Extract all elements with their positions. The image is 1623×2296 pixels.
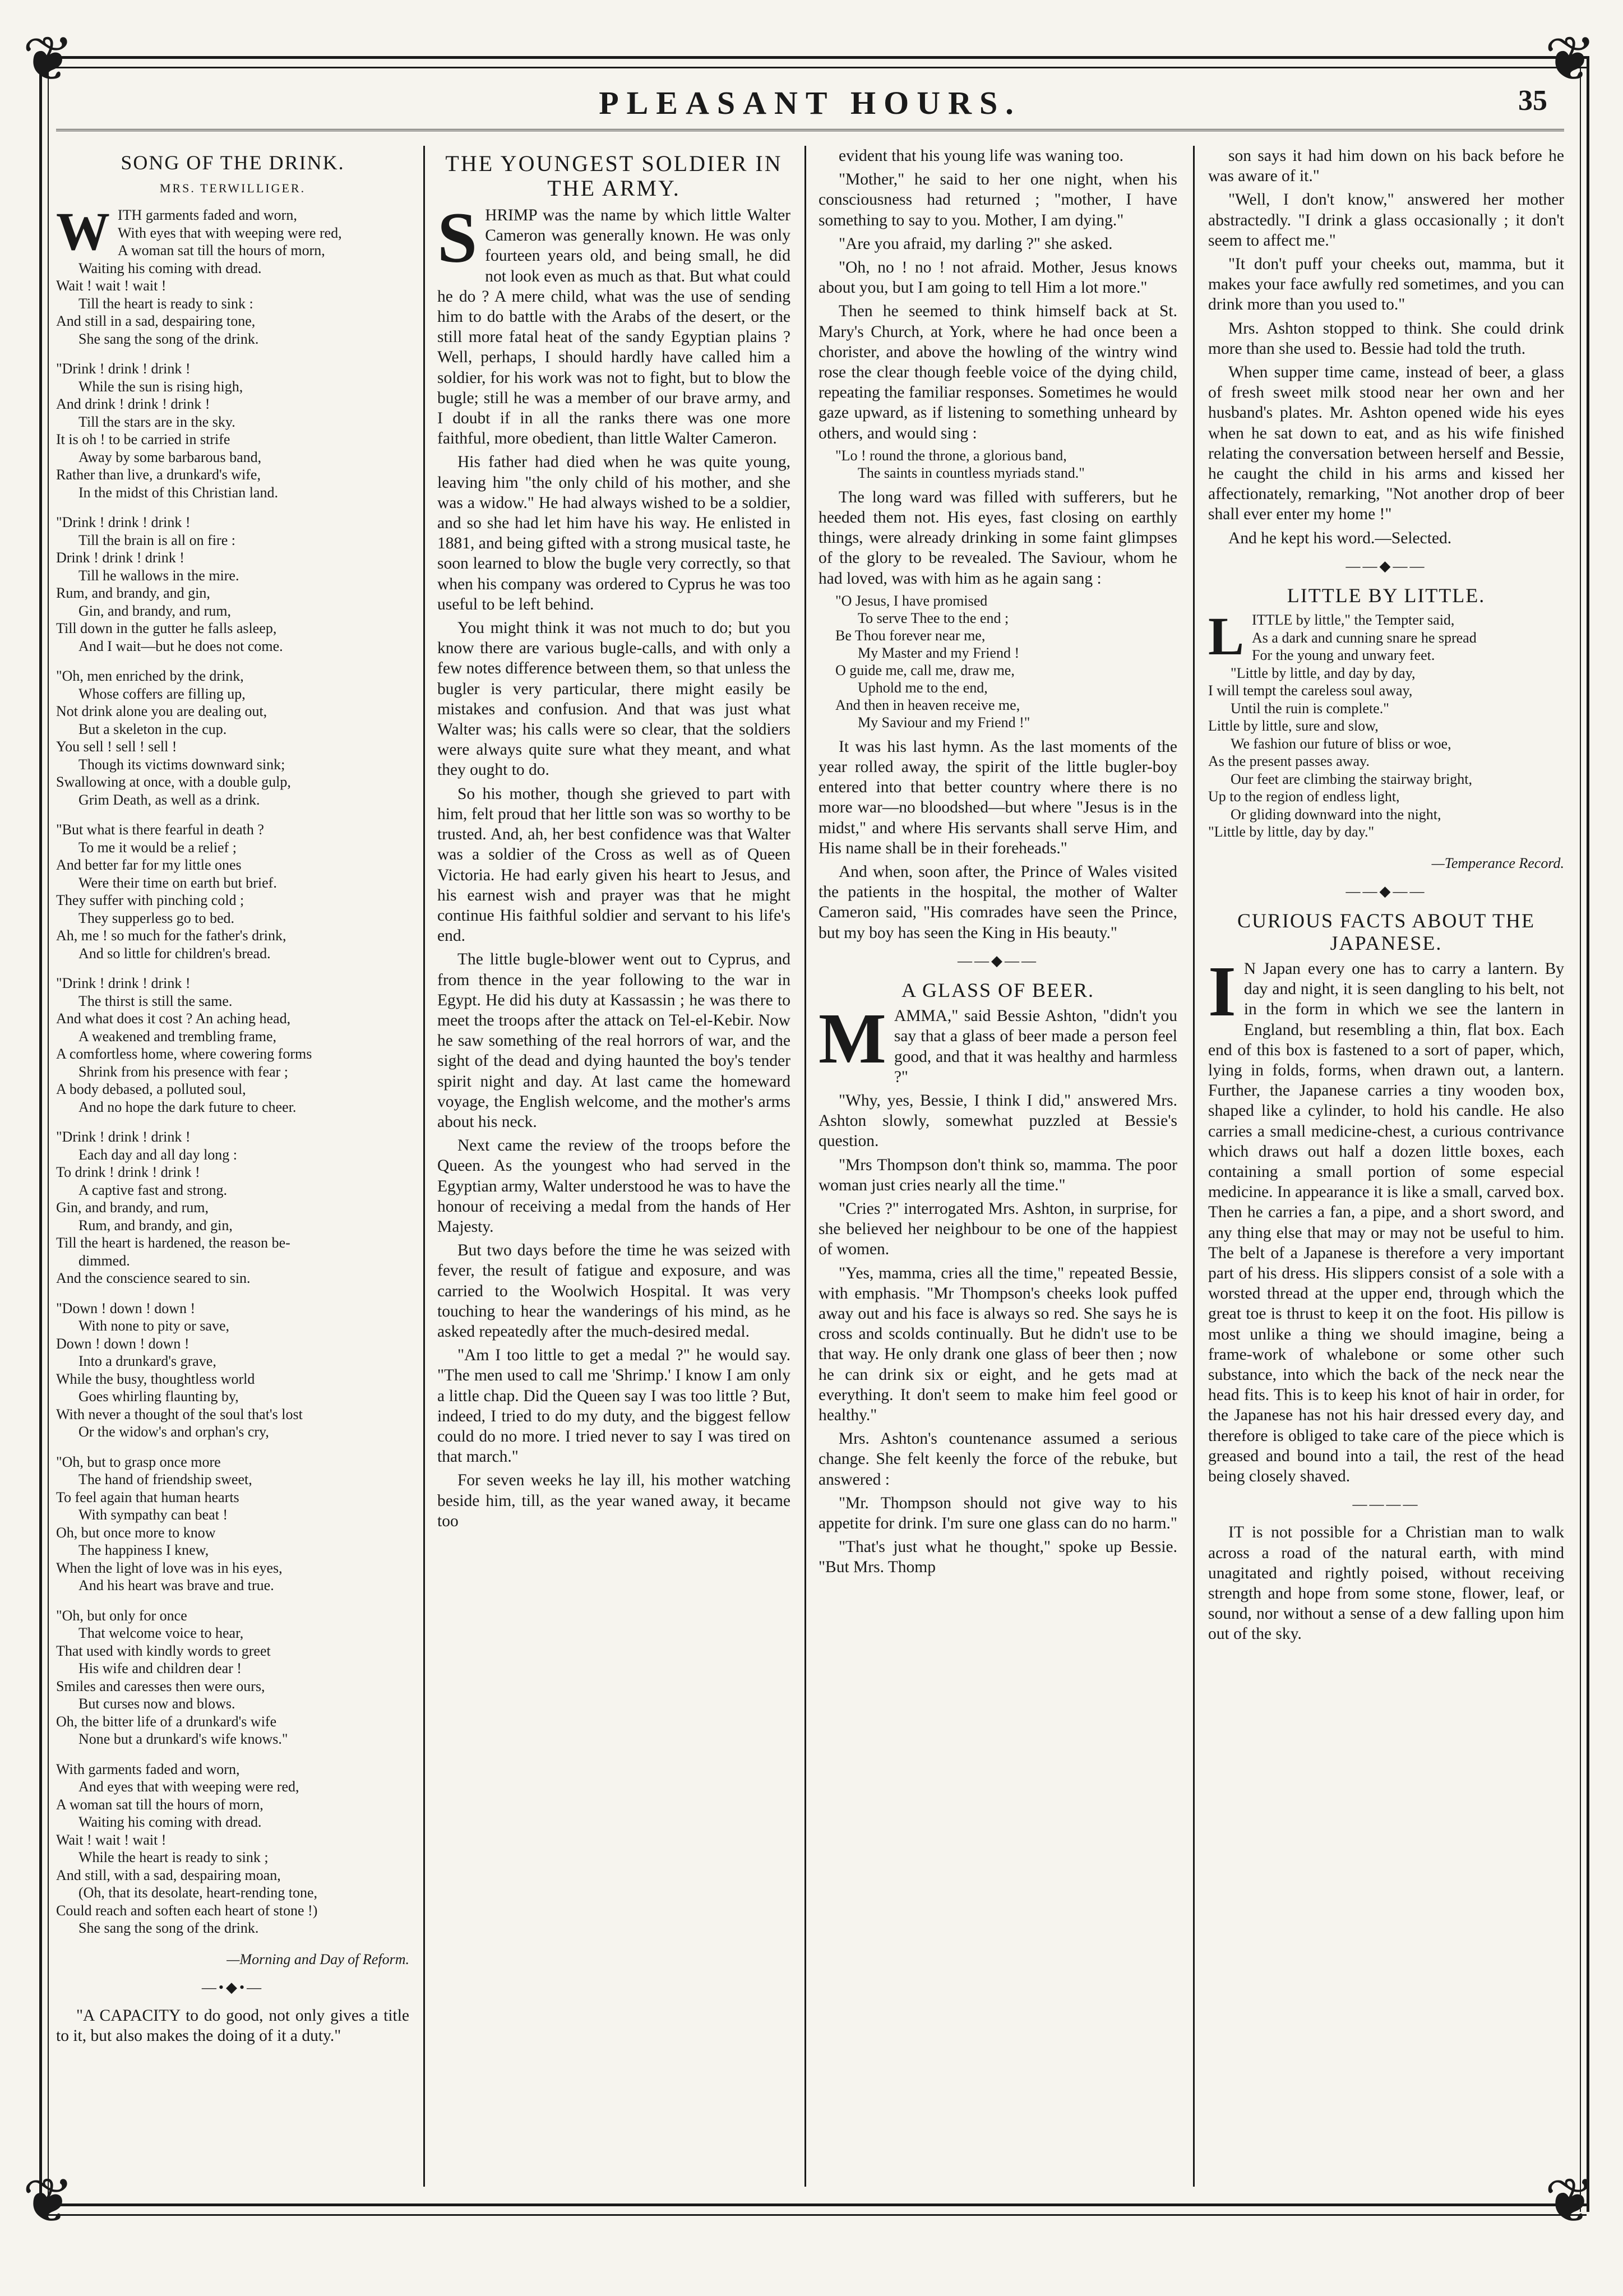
verse-line: You sell ! sell ! sell ! [56,738,177,755]
verse-line: She sang the song of the drink. [78,1920,259,1937]
poem-source: —Temperance Record. [1431,854,1564,871]
poem-stanza [56,667,409,809]
column-rule [1193,146,1195,2187]
paragraph [819,999,1177,1087]
verse-line: Be Thou forever near me, [835,627,986,644]
verse-line: And I wait—but he does not come. [78,637,283,654]
verse-line: Till the heart is hardened, the reason be- [56,1235,290,1251]
verse-line: dimmed. [78,1252,130,1269]
paragraph: "That's just what he thought," spoke up Bessie. "But Mrs. Thomp [819,1538,1177,1577]
column-rule [423,146,425,2187]
corner-ornament-icon: ❦ [1545,23,1597,95]
verse-line: "Little by little, and day by day, [1231,664,1416,681]
poem-author: MRS. TERWILLIGER. [159,181,306,195]
verse-line: Waiting his coming with dread. [78,1814,262,1831]
publication-title: PLEASANT HOURS. [599,85,1021,121]
verse-line: That welcome voice to hear, [78,1625,244,1642]
article-title: THE YOUNGEST SOLDIER IN THE ARMY. [445,151,783,201]
verse-line: His wife and children dear ! [78,1660,242,1677]
paragraph: For seven weeks he lay ill, his mother watching beside him, till, as the year waned away, it became too [437,1471,790,1530]
bottom-border-rule [39,2203,1587,2216]
verse-line: And no hope the dark future to cheer. [78,1098,297,1115]
verse-line: "Drink ! drink ! drink ! [56,514,191,531]
article-body [1208,951,1564,1486]
article-title: A GLASS OF BEER. [901,979,1095,1002]
verse-line: Oh, but once more to know [56,1524,216,1541]
poem-stanza [56,974,409,1116]
verse-line: Our feet are climbing the stairway bright, [1231,770,1473,787]
poem-body [1208,606,1564,841]
verse-line: That used with kindly words to greet [56,1642,271,1659]
verse-line: With sympathy can beat ! [78,1507,228,1523]
verse-line: "Lo ! round the throne, a glorious band, [835,447,1067,464]
verse-line: "Little by little, day by day." [1208,824,1375,840]
poem-title: LITTLE BY LITTLE. [1287,584,1486,607]
section-divider: ———— [1352,1496,1420,1513]
verse-line: While the heart is ready to sink ; [78,1849,269,1866]
paragraph: Then he seemed to think himself back at St. Mary's Church, at York, where he had once been a chorister, and above the howling of the wintry wind rose the clear though feeble voice of the dying child, repeating the familiar responses. Sometimes he would gaze upward, as if listening to something unheard by others, and would sing : [819,302,1177,442]
verse-line: With garments faded and worn, [56,1761,240,1777]
section-divider: —•◆•— [201,1979,264,1995]
verse-line: To me it would be a relief ; [78,839,237,856]
verse-line: "O Jesus, I have promised [835,592,988,609]
poem-stanza [56,201,409,348]
paragraph: So his mother, though she grieved to part with him, felt proud that her little son was so worthy to be trusted. And, ah, her best confidence was that Walter was a soldier of the Cross as well as of Queen Victoria. He had early given his heart to Jesus, and his earnest wish and prayer was that he might continue His faithful soldier and servant to his life's end. [437,784,790,945]
drop-cap: M [819,999,886,1079]
verse-line: A body debased, a polluted soul, [56,1081,246,1098]
paragraph: The little bugle-blower went out to Cyprus, and from thence in the year following to the war in Egypt. He did his duty at Kassassin ; he was there to meet the troops after the attack on Tel-el-Kebir. Now he saw something of the real horrors of war, and the sight of the dead and dying haunted the boy's tender spirit night and day. At last came the homeward voyage, the English welcome, and the mother's arms about his neck. [437,950,790,1131]
paragraph: son says it had him down on his back before he was aware of it." [1208,147,1564,186]
verse-line: Till the brain is all on fire : [78,532,235,548]
verse-line: "Oh, but to grasp once more [56,1453,221,1470]
verse-line: And eyes that with weeping were red, [78,1778,299,1795]
verse-line: But a skeleton in the cup. [78,720,227,737]
verse-line: It is oh ! to be carried in strife [56,431,230,448]
verse-line: With never a thought of the soul that's lost [56,1406,303,1422]
verse-line: Or gliding downward into the night, [1231,806,1441,823]
paragraph: The long ward was filled with sufferers, but he heeded them not. His eyes, fast closing on earthly things, were already drinking in some faint glimpses of the glory to be revealed. The Saviour, whom he had loved, was with him as he again sang : [819,488,1177,588]
poem-stanza [56,360,409,501]
article-columns [56,146,1564,2192]
verse-line: Waiting his coming with dread. [78,260,262,276]
verse-line: They suffer with pinching cold ; [56,892,244,909]
verse-line: "Down ! down ! down ! [56,1300,196,1316]
verse-line: Were their time on earth but brief. [78,874,277,891]
poem-stanza [56,821,409,962]
section-divider: ——◆—— [1345,557,1427,574]
article-body [819,999,1177,1577]
article-continuation [819,737,1177,943]
verse-line: Till down in the gutter he falls asleep, [56,620,277,637]
paragraph: evident that his young life was waning too. [839,147,1123,165]
paragraph-text: AMMA," said Bessie Ashton, "didn't you say that a glass of beer made a person feel good, and that it was healthy and harmless ?" [894,1007,1177,1086]
hymn-quote [835,447,1177,482]
paragraph: Mrs. Ashton stopped to think. She could drink more than she used to. Bessie had told the truth. [1208,319,1564,358]
verse-line: Or the widow's and orphan's cry, [78,1424,269,1440]
verse-line: Ah, me ! so much for the father's drink, [56,927,286,944]
verse-line: And better far for my little ones [56,857,242,874]
closing-quote: "A CAPACITY to do good, not only gives a title to it, but also makes the doing of it a duty." [56,2007,409,2045]
verse-line: Goes whirling flaunting by, [78,1388,239,1405]
verse-line: While the sun is rising high, [78,378,243,395]
verse-line: Could reach and soften each heart of stone !) [56,1902,318,1919]
verse-line: Little by little, sure and slow, [1208,718,1379,734]
paragraph: "Well, I don't know," answered her mother abstractedly. "I drink a glass occasionally ; it don't seem to affect me." [1208,191,1564,250]
verse-line: Till the stars are in the sky. [78,413,235,430]
poem-stanza [56,1761,409,1937]
paragraph: "Am I too little to get a medal ?" he would say. "The men used to call me 'Shrimp.' I know I am only a little chap. Did the Queen say I was too little ? But, indeed, I tried to do my duty, and the biggest fellow could do no more. I tried never to say I was tired on that march." [437,1346,790,1466]
paragraph: Mrs. Ashton's countenance assumed a serious change. She felt keenly the force of the rebuke, but answered : [819,1430,1177,1489]
top-border-rule [39,56,1587,68]
closing-paragraph: IT is not possible for a Christian man to walk across a road of the natural earth, with mind unagitated and rightly poised, without receiving strength and hope from some stone, flower, leaf, or sound, nor without a sense of a dew falling upon him out of the sky. [1208,1523,1564,1643]
poem-stanza [56,1300,409,1441]
article-continuation [819,146,1177,444]
corner-ornament-icon: ❦ [22,2165,75,2237]
paragraph: His father had died when he was quite young, leaving him "the only child of his mother, and she was a widow." He had always wished to be a soldier, and so she had let him have his way. He enlisted in 1881, and being gifted with a strong musical taste, he soon learned to blow the bugle very correctly, so that when his company was ordered to Cyprus he was too useful to be left behind. [437,453,790,613]
paragraph: And when, soon after, the Prince of Wales visited the patients in the hospital, the mother of Walter Cameron said, "His comrades have seen the Prince, but my boy has seen the King in His beauty." [819,863,1177,942]
corner-ornament-icon: ❦ [22,23,75,95]
poem-stanzas [56,201,409,1937]
column-3 [819,146,1177,2187]
article-body [437,198,790,1531]
verse-line: And still, with a sad, despairing moan, [56,1867,281,1883]
poem-title: SONG OF THE DRINK. [121,151,345,174]
verse-line: Gin, and brandy, and rum, [78,602,231,619]
verse-line: While the busy, thoughtless world [56,1370,255,1387]
verse-line: Into a drunkard's grave, [78,1353,216,1370]
left-border-rule [39,56,49,2212]
verse-line: And so little for children's bread. [78,945,271,962]
paragraph: It was his last hymn. As the last moments of the year rolled away, the spirit of the little bugler-boy entered into that better country where there is no more war—no bloodshed—but where "Jesus is in the midst," and where His servants shall serve Him, and His name shall be in their foreheads." [819,737,1177,857]
verse-line: Away by some barbarous band, [78,449,262,465]
verse-line: Each day and all day long : [78,1146,238,1163]
page-number: 35 [1518,85,1547,117]
paragraph: "Mr. Thompson should not give way to his appetite for drink. I'm sure one glass can do no harm." [819,1494,1177,1532]
verse-line: And drink ! drink ! drink ! [56,396,210,413]
hymn-quote [835,592,1177,731]
verse-line: But curses now and blows. [78,1696,235,1712]
paragraph: When supper time came, instead of beer, a glass of fresh sweet milk stood near her own and her husband's plates. Mr. Ashton opened wide his eyes when he sat down to eat, and as his wife finished relating the conversation between herself and Bessie, he caught the child in his arms and kissed her affectionately, remarking, "Not another drop of beer shall ever enter my home !" [1208,363,1564,524]
verse-line: And the conscience seared to sin. [56,1270,251,1287]
verse-line: The happiness I knew, [78,1542,209,1559]
verse-line: A captive fast and strong. [78,1181,227,1198]
paragraph [437,198,790,449]
verse-line: "Oh, men enriched by the drink, [56,668,244,685]
verse-line: "Drink ! drink ! drink ! [56,975,191,992]
verse-line: Not drink alone you are dealing out, [56,703,267,720]
paragraph: "Mrs Thompson don't think so, mamma. The poor woman just cries nearly all the time." [819,1156,1177,1194]
paragraph [1208,951,1564,1486]
verse-line: Drink ! drink ! drink ! [56,549,184,566]
verse-line: Shrink from his presence with fear ; [78,1063,289,1080]
verse-line: A woman sat till the hours of morn, [118,242,325,259]
verse-line: Down ! down ! down ! [56,1335,189,1352]
column-1 [56,146,409,2187]
section-divider: ——◆—— [1345,883,1427,899]
right-border-rule [1580,56,1589,2212]
verse-line: Though its victims downward sink; [78,756,285,773]
paragraph: "Oh, no ! no ! not afraid. Mother, Jesus knows about you, but I am going to tell Him a lot more." [819,258,1177,297]
drop-cap: L [1208,606,1245,667]
verse-line: None but a drunkard's wife knows." [78,1731,288,1748]
verse-line: As a dark and cunning snare he spread [1252,629,1477,646]
poem-stanza [56,1607,409,1748]
verse-line: She sang the song of the drink. [78,330,259,347]
verse-line: A weakened and trembling frame, [78,1028,277,1045]
verse-line: The thirst is still the same. [78,992,233,1009]
verse-line: My Saviour and my Friend !" [858,714,1030,731]
paragraph: Next came the review of the troops before the Queen. As the youngest who had served in the Egyptian army, Walter understood he was to have the honour of receiving a medal from the hands of Her Majesty. [437,1137,790,1236]
verse-line: To serve Thee to the end ; [858,609,1009,626]
verse-line: "Oh, but only for once [56,1607,187,1624]
paragraph: "It don't puff your cheeks out, mamma, but it makes your face awfully red sometimes, and you can drink more than you used to." [1208,255,1564,314]
verse-line: For the young and unwary feet. [1252,647,1435,664]
drop-cap: W [56,201,110,262]
paragraph: And he kept his word.—Selected. [1228,529,1452,547]
column-rule [804,146,806,2187]
verse-line: Rum, and brandy, and gin, [78,1217,233,1234]
column-2 [437,146,790,2187]
article-continuation [1208,146,1564,548]
verse-line: They supperless go to bed. [78,909,235,926]
poem-stanza [56,1453,409,1595]
verse-line: My Master and my Friend ! [858,644,1020,661]
verse-line: Up to the region of endless light, [1208,788,1400,805]
verse-line: O guide me, call me, draw me, [835,662,1015,678]
verse-text: ITTLE by little," the Tempter said, [1252,612,1455,629]
paragraph: But two days before the time he was seized with fever, the result of fatigue and exposure, and was carried to the Woolwich Hospital. It was very touching to hear the wanderings of his mind, as he asked repeatedly after the much-desired medal. [437,1241,790,1341]
verse-line: (Oh, that its desolate, heart-rending tone, [78,1884,317,1901]
verse-line: As the present passes away. [1208,753,1370,770]
paragraph: You might think it was not much to do; but you know there are various bugle-calls, and with only a few notes difference between them, so that unless the bugler is very particular, there might easily be mistakes and confusion. And that was just what Walter was; his calls were so clear, that the soldiers were always quite sure what they meant, and what they ought to do. [437,619,790,779]
verse-line: Oh, the bitter life of a drunkard's wife [56,1713,277,1730]
verse-line: The saints in countless myriads stand." [858,464,1085,481]
masthead [56,84,1564,131]
poem-source: —Morning and Day of Reform. [226,1951,409,1967]
verse-line: Until the ruin is complete." [1231,700,1389,717]
verse-line: When the light of love was in his eyes, [56,1559,283,1576]
paragraph: "Mother," he said to her one night, when his consciousness had returned ; "mother, I have something to say to you. Mother, I am dying." [819,170,1177,229]
section-divider: ——◆—— [958,952,1038,969]
column-4 [1208,146,1564,2187]
poem-stanza [56,514,409,655]
verse-line: Uphold me to the end, [858,679,988,696]
verse-line: With none to pity or save, [78,1318,230,1334]
verse-line: We fashion our future of bliss or woe, [1231,735,1451,752]
article-continuation [819,487,1177,589]
verse-line: "Drink ! drink ! drink ! [56,361,191,377]
paragraph-text: N Japan every one has to carry a lantern. By day and night, it is seen dangling to his belt, not in the form in which we see the lantern in England, but resembling a thin, flat box. Each end of this box is fastened to a sort of paper, which, lying in folds, forms, when drawn out, a lantern. Further, the Japanese carries a tiny wooden box, shaped like a cylinder, to hold his candle. He also carries a small medicine-chest, a curious contrivance which draws out half a dozen little boxes, each containing a small portion of some especial medicine. In appearance it is like a small, carved box. Then he carries a fan, a pipe, and a short sword, and any thing else that may or may not be useful to him. The belt of a Japanese is therefore a very important part of his dress. His slippers consist of a sole with a worsted thread at the upper end, through which the great toe is thrust to keep it on the foot. His pillow is most unlike a thing we should imagine, being a frame-work of whalebone or some other such substance, into which the back of the neck near the head fits. This is to keep his knot of hair in order, for the Japanese has not his hair dressed every day, and therefore is obliged to take care of the piece which is greased and bound into a tail, the rest of the head being closely shaved. [1208,959,1564,1486]
verse-line: To feel again that human hearts [56,1489,239,1505]
article-title: CURIOUS FACTS ABOUT THE JAPANESE. [1237,909,1536,954]
verse-line: And what does it cost ? An aching head, [56,1010,291,1027]
verse-text: ITH garments faded and worn, [118,207,297,224]
verse-line: A comfortless home, where cowering forms [56,1046,312,1062]
verse-line: Till the heart is ready to sink : [78,295,253,312]
verse-line: "Drink ! drink ! drink ! [56,1129,191,1145]
verse-line: Wait ! wait ! wait ! [56,278,167,294]
poem-stanza [56,1128,409,1287]
verse-line: I will tempt the careless soul away, [1208,682,1413,699]
verse-line: Gin, and brandy, and rum, [56,1199,209,1216]
verse-line: Smiles and caresses then were ours, [56,1678,265,1694]
verse-line: With eyes that with weeping were red, [118,224,342,241]
verse-line: To drink ! drink ! drink ! [56,1164,200,1181]
verse-line: Wait ! wait ! wait ! [56,1831,167,1848]
verse-line: A woman sat till the hours of morn, [56,1796,263,1813]
paragraph: "Yes, mamma, cries all the time," repeated Bessie, with emphasis. "Mr Thompson's cheeks look puffed away out and his face is always so red. She says he is cross and scolds continually. But he didn't use to be that way. He only drank one glass of beer then ; now he can drink six or eight, and he gets mad at everything. It don't seem to make him feel good or healthy." [819,1264,1177,1424]
drop-cap: I [1208,951,1236,1031]
paragraph: "Why, yes, Bessie, I think I did," answered Mrs. Ashton slowly, somewhat puzzled at Bessie's question. [819,1091,1177,1151]
verse-line: Till he wallows in the mire. [78,567,239,584]
drop-cap: S [437,198,478,278]
verse-line: Swallowing at once, with a double gulp, [56,774,291,791]
verse-line: Grim Death, as well as a drink. [78,791,260,808]
paragraph: "Cries ?" interrogated Mrs. Ashton, in surprise, for she believed her neighbour to be one of the happiest of women. [819,1199,1177,1259]
verse-line: And then in heaven receive me, [835,696,1020,713]
verse-line: And still in a sad, despairing tone, [56,313,256,330]
verse-line: Rum, and brandy, and gin, [56,585,210,602]
corner-ornament-icon: ❦ [1545,2165,1597,2237]
verse-line: The hand of friendship sweet, [78,1471,252,1488]
verse-line: In the midst of this Christian land. [78,484,279,501]
verse-line: "But what is there fearful in death ? [56,821,264,838]
verse-line: Whose coffers are filling up, [78,685,246,702]
verse-line: And his heart was brave and true. [78,1577,274,1594]
verse-line: Rather than live, a drunkard's wife, [56,466,261,483]
paragraph-text: HRIMP was the name by which little Walter Cameron was generally known. He was only fourteen years old, and being small, he did not look even as much as that. But what could he do ? A mere child, what was the use of sending him to do battle with the Arabs of the desert, or the still more fatal heat of the sandy Egyptian plains ? Well, perhaps, I should hardly have called him a soldier, for his work was not to fight, but to blow the bugle; still he was a member of our brave army, and I doubt if in all the ranks there was one more faithful, more obedient, than little Walter Cameron. [437,206,790,448]
paragraph: "Are you afraid, my darling ?" she asked. [839,234,1113,253]
